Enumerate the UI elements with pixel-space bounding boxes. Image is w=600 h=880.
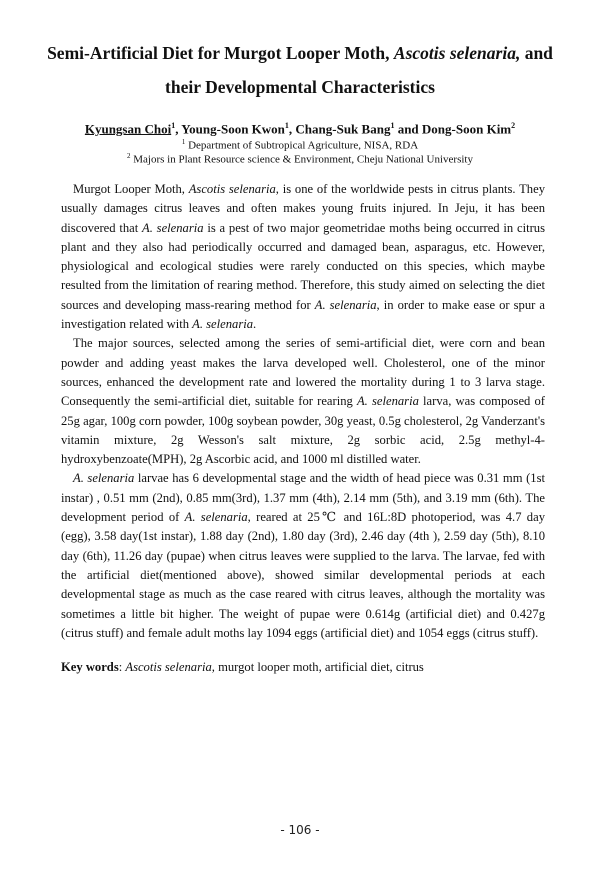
species-name: A. selenaria — [314, 297, 377, 312]
paragraph-text: larva, was composed of 25g agar, 100g corn powder, 100g soybean powder, 30g yeast, 0.5g cholesterol, 2g Vanderzant's vitamin mixture, 2g Wesson's salt mixture, 2g sorbic acid, 2.5g methyl-4-hydroxybenzoate(MPH), 2g Ascorbic acid, and 1000 ml distilled water. — [61, 394, 545, 467]
author-separator: and — [394, 121, 422, 137]
page-number: - 106 - — [280, 823, 320, 837]
species-name: A. selenaria — [142, 220, 204, 235]
author-name: Kyungsan Choi — [84, 121, 172, 137]
species-name: A. selenaria — [192, 317, 254, 332]
affiliation-text: Department of Subtropical Agriculture, NISA, RDA — [185, 139, 419, 152]
species-name: A. selenaria — [184, 510, 248, 525]
paragraph-text: Murgot Looper Moth, — [73, 182, 189, 196]
species-name: A. selenaria — [73, 471, 135, 486]
author-separator: , — [175, 121, 182, 137]
abstract-paragraph — [61, 180, 545, 334]
keywords-label: Key words — [61, 660, 119, 674]
keywords — [61, 658, 545, 677]
abstract-body — [61, 180, 545, 643]
paragraph-text: is a pest of two major geometridae moths being occurred in citrus plant and they also had periodically occurred and damaged bean, asparagus, etc. However, physiological and ecological studies were rarely conducted on this species, which maybe resulted from the limitation of rearing method. Therefore, this study aimed on selecting the diet sources and developing mass-rearing method for — [61, 220, 545, 312]
author-name: Dong-Soon Kim — [421, 121, 512, 137]
keywords-colon: : — [118, 660, 126, 674]
affiliation-number: 2 — [127, 152, 131, 160]
keywords-list: murgot looper moth, artificial diet, citrus — [214, 660, 424, 674]
affiliation-marker: 1 — [171, 121, 176, 130]
affiliation-text: Majors in Plant Resource science & Environment, Cheju National University — [130, 153, 473, 166]
abstract-paragraph — [61, 334, 545, 469]
affiliation-2 — [40, 149, 560, 167]
paragraph-text: , is one of the worldwide pests in citrus plants. They usually damages citrus leaves and often makes young fruits injured. In Jeju, it has been discovered that — [61, 182, 545, 235]
paragraph-text: . — [253, 317, 257, 332]
title-text: and — [520, 43, 553, 63]
paper-title — [40, 36, 560, 104]
species-name: A. selenaria — [356, 394, 419, 409]
title-text: Semi-Artificial Diet for Murgot Looper Moth, — [47, 43, 394, 63]
paragraph-text: larvae has 6 developmental stage and the width of head piece was 0.31 mm (1st instar) , 0.51 mm (2nd), 0.85 mm(3rd), 1.37 mm (4th), 2.14 mm (5th), and 3.19 mm (6th). The development period of — [61, 471, 545, 525]
title-line-2: their Developmental Characteristics — [165, 77, 435, 97]
affiliation-marker: 1 — [284, 121, 289, 130]
paragraph-text: , in order to make ease or spur a investigation related with — [61, 297, 545, 332]
affiliation-number: 1 — [181, 138, 186, 146]
species-name: Ascotis selenaria — [188, 182, 276, 196]
title-species-name: Ascotis selenaria, — [393, 43, 521, 63]
paragraph-text: , reared at 25℃ and 16L:8D photoperiod, was 4.7 day (egg), 3.58 day(1st instar), 1.88 day (2nd), 1.80 day (3rd), 2.46 day (4th ), 2.59 day (5th), 8.10 day (6th), 11.26 day (pupae) when citrus leaves were supplied to the larva. The larvae, fed with the artificial diet(mentioned above), showed similar developmental periods at each developmental stage as much as the case reared with citrus leaves, although the mortality was sometimes a little bit higher. The weight of pupae were 0.614g (artificial diet) and 0.427g (citrus stuff) and female adult moths lay 1094 eggs (artificial diet) and 1054 eggs (citrus stuff). — [61, 510, 545, 640]
abstract-paragraph — [61, 469, 545, 643]
keywords-species: Ascotis selenaria, — [125, 660, 215, 674]
affiliation-marker: 1 — [390, 121, 395, 130]
author-name: Young-Soon Kwon — [181, 121, 285, 137]
paragraph-text: The major sources, selected among the series of semi-artificial diet, were corn and bean powder and adding yeast makes the larva developed well. Cholesterol, one of the minor sources, enhanced the development rate and lowered the mortality during 1 to 3 larva stage. Consequently the semi-artificial diet, suitable for rearing — [61, 336, 545, 409]
author-name: Chang-Suk Bang — [295, 121, 391, 137]
affiliation-marker: 2 — [511, 121, 516, 130]
title-line-1 — [40, 36, 560, 70]
author-separator: , — [288, 121, 296, 137]
